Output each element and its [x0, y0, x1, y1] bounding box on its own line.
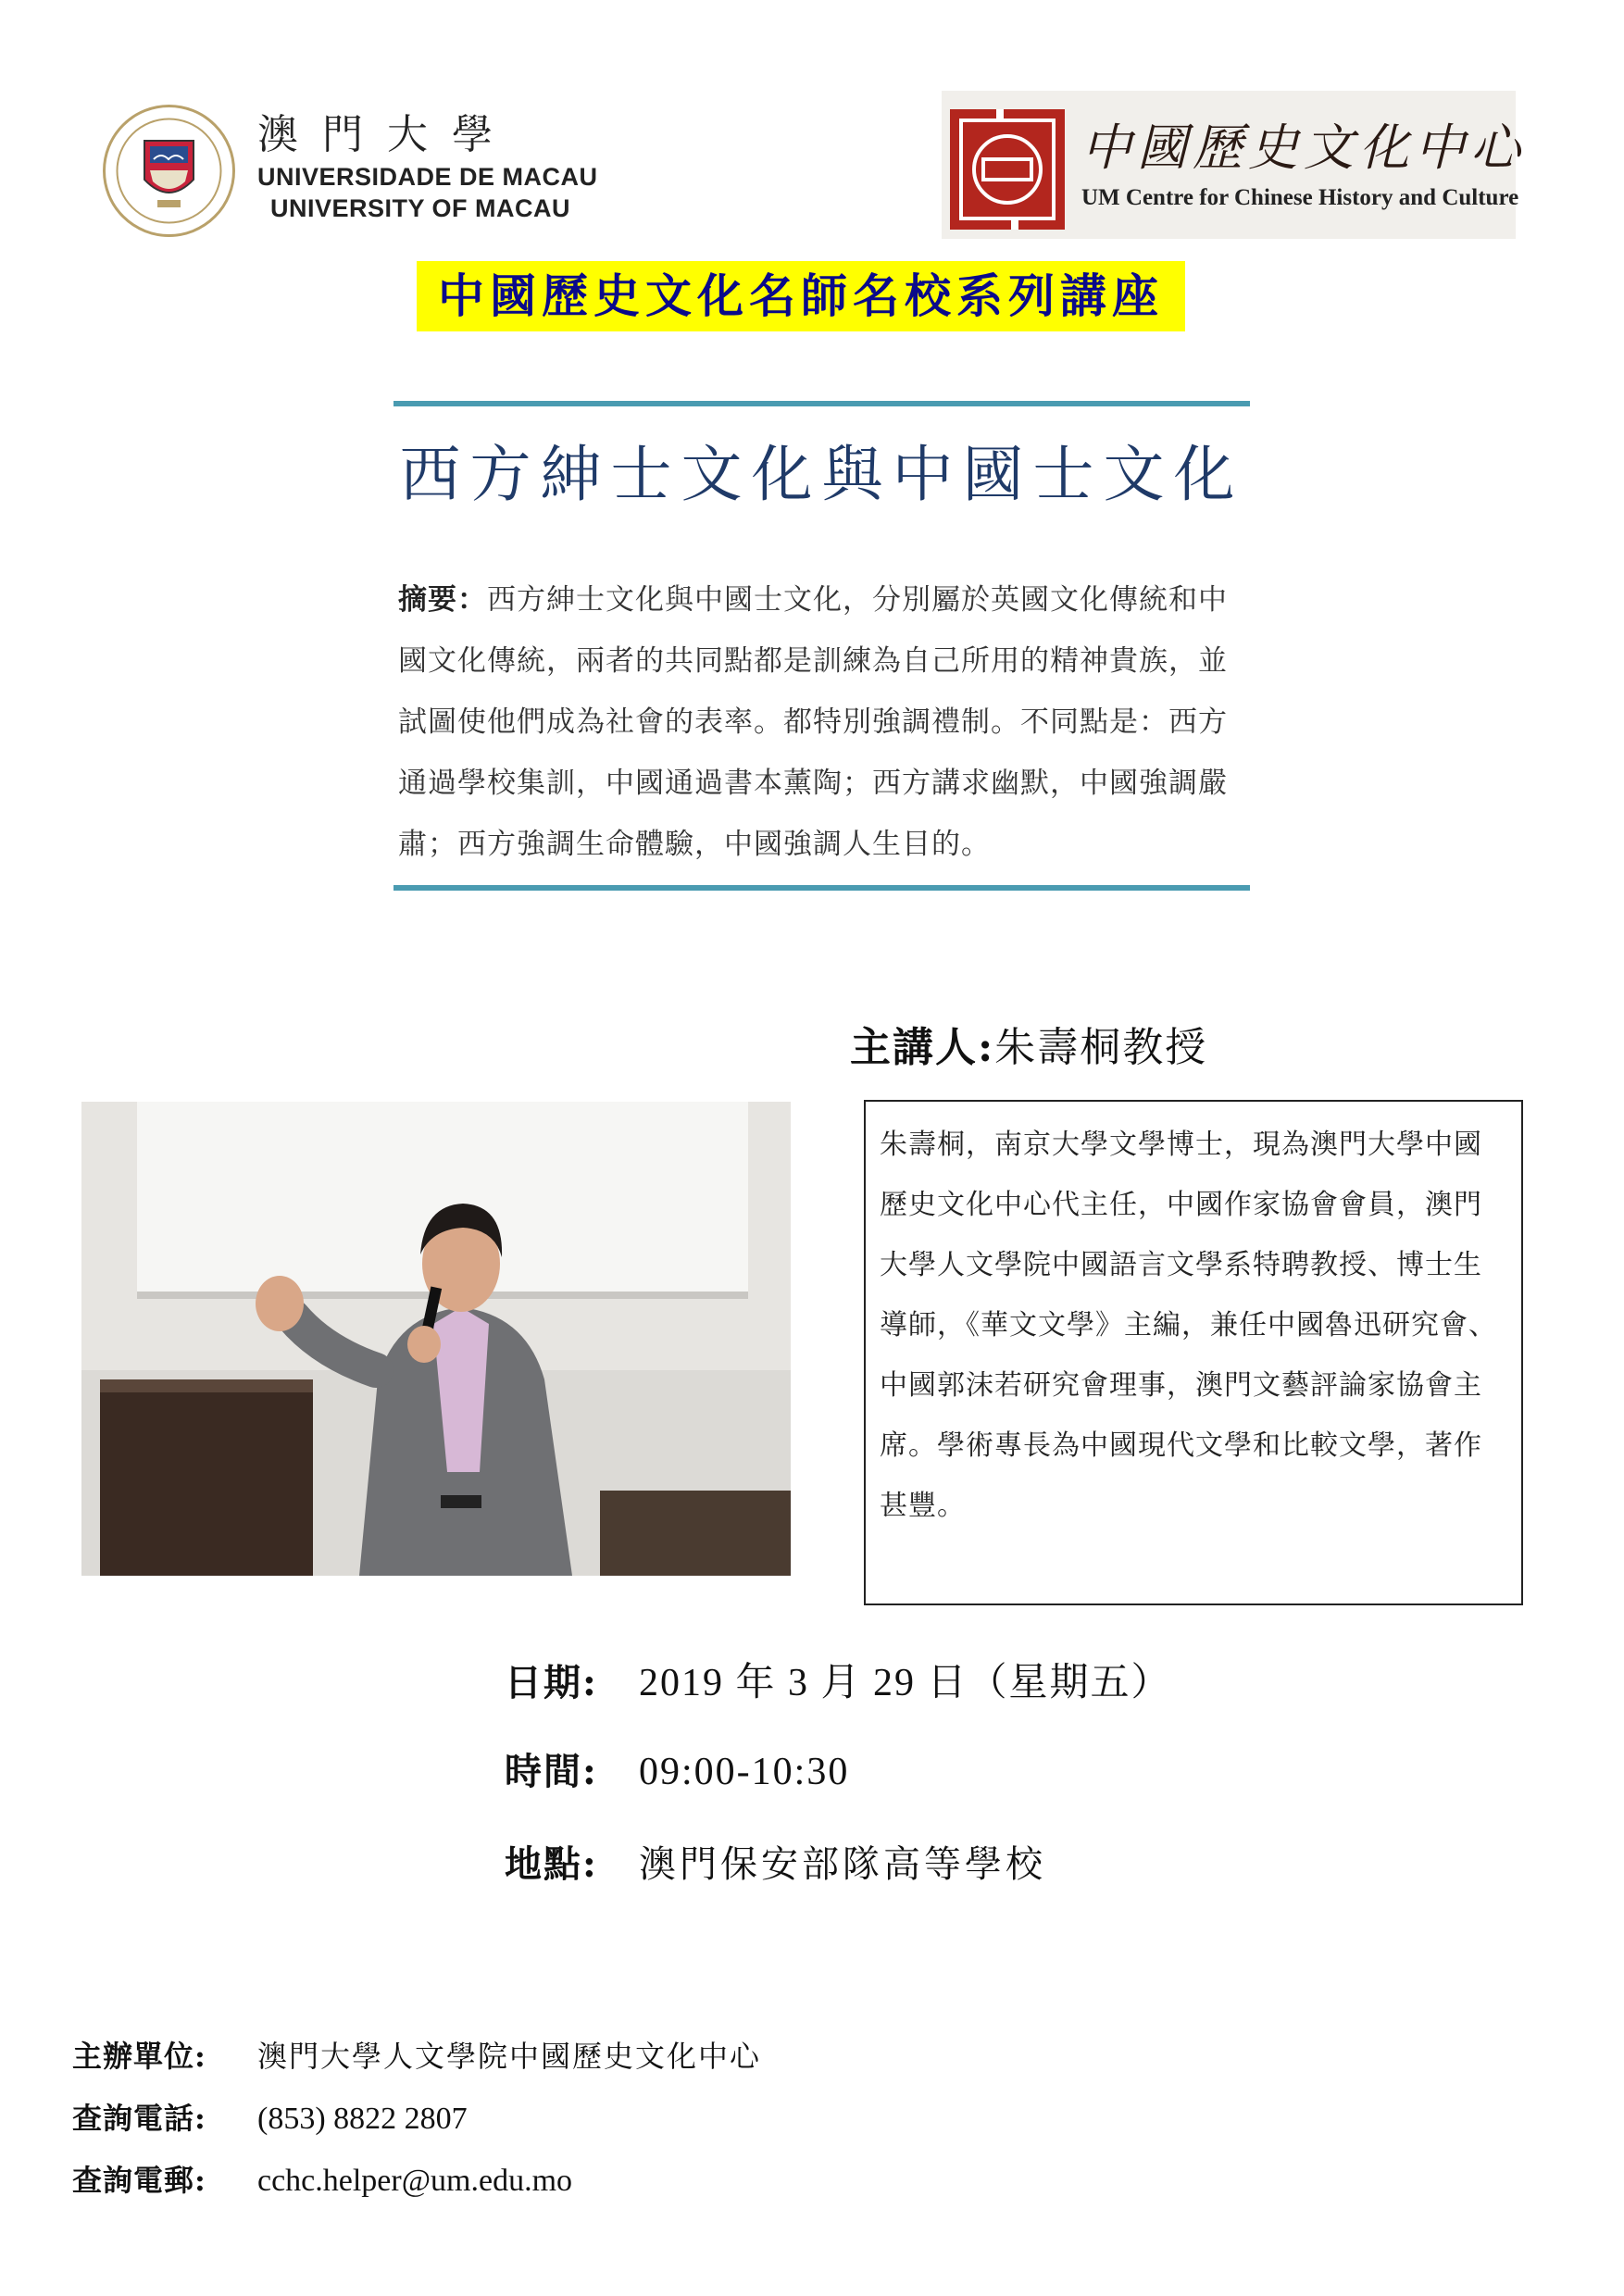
um-name-block — [257, 109, 598, 224]
email-value[interactable]: cchc.helper@um.edu.mo — [257, 2164, 573, 2198]
speaker-photo — [81, 1102, 791, 1576]
um-name-en: UNIVERSITY OF MACAU — [270, 194, 571, 222]
title-top-rule — [394, 401, 1250, 406]
venue-label: 地點: — [505, 1842, 598, 1886]
lecture-title: 西方紳士文化與中國士文化 — [399, 439, 1244, 510]
organizer-row — [72, 2035, 761, 2078]
email-row — [72, 2159, 572, 2202]
time-value: 09:00-10:30 — [639, 1751, 850, 1793]
speaker-label: 主講人: — [850, 1024, 995, 1071]
event-time-row — [505, 1746, 849, 1798]
speaker-bio: 朱壽桐，南京大學文學博士，現為澳門大學中國歷史文化中心代主任，中國作家協會會員，澳門大學人文學院中國語言文學系特聘教授、博士生導師，《華文文學》主編，兼任中國魯迅研究會、中國郭沫若研究會理事，澳門文藝評論家協會主席。學術專長為中國現代文學和比較文學，著作甚豐。 — [880, 1129, 1497, 1522]
speaker-name: 朱壽桐教授 — [994, 1024, 1208, 1071]
venue-value: 澳門保安部隊高等學校 — [639, 1843, 1046, 1886]
email-label: 查詢電郵: — [72, 2163, 206, 2198]
time-label: 時間: — [505, 1750, 598, 1793]
abstract — [398, 569, 1250, 875]
cchc-name-cn: 中國歷史文化中心 — [1081, 119, 1526, 177]
date-value: 2019 年 3 月 29 日（星期五） — [639, 1662, 1172, 1704]
phone-value: (853) 8822 2807 — [257, 2102, 468, 2136]
speaker-heading — [850, 1020, 1207, 1076]
um-name-pt: UNIVERSIDADE DE MACAU — [257, 163, 598, 191]
cchc-name-en: UM Centre for Chinese History and Culture — [1081, 185, 1519, 210]
event-venue-row — [505, 1839, 1046, 1890]
phone-label: 查詢電話: — [72, 2101, 206, 2136]
abstract-bottom-rule — [394, 885, 1250, 891]
organizer-value: 澳門大學人文學院中國歷史文化中心 — [257, 2039, 762, 2074]
university-of-macau-crest-icon — [102, 104, 236, 238]
abstract-label: 摘要： — [398, 583, 487, 617]
abstract-text: 西方紳士文化與中國士文化，分別屬於英國文化傳統和中國文化傳統，兩者的共同點都是訓練為自己所用的精神貴族，並試圖使他們成為社會的表率。都特別強調禮制。不同點是：西方通過學校集訓，中國通過書本薰陶；西方講求幽默，中國強調嚴肅；西方強調生命體驗，中國強調人生目的。 — [398, 583, 1228, 861]
um-name-cn: 澳門大學 — [257, 111, 517, 158]
event-date-row — [505, 1657, 1172, 1709]
organizer-label: 主辦單位: — [72, 2039, 206, 2074]
series-title-banner: 中國歷史文化名師名校系列講座 — [417, 261, 1185, 331]
phone-row — [72, 2097, 468, 2140]
cchc-seal-icon — [948, 106, 1067, 233]
date-label: 日期: — [505, 1661, 598, 1704]
